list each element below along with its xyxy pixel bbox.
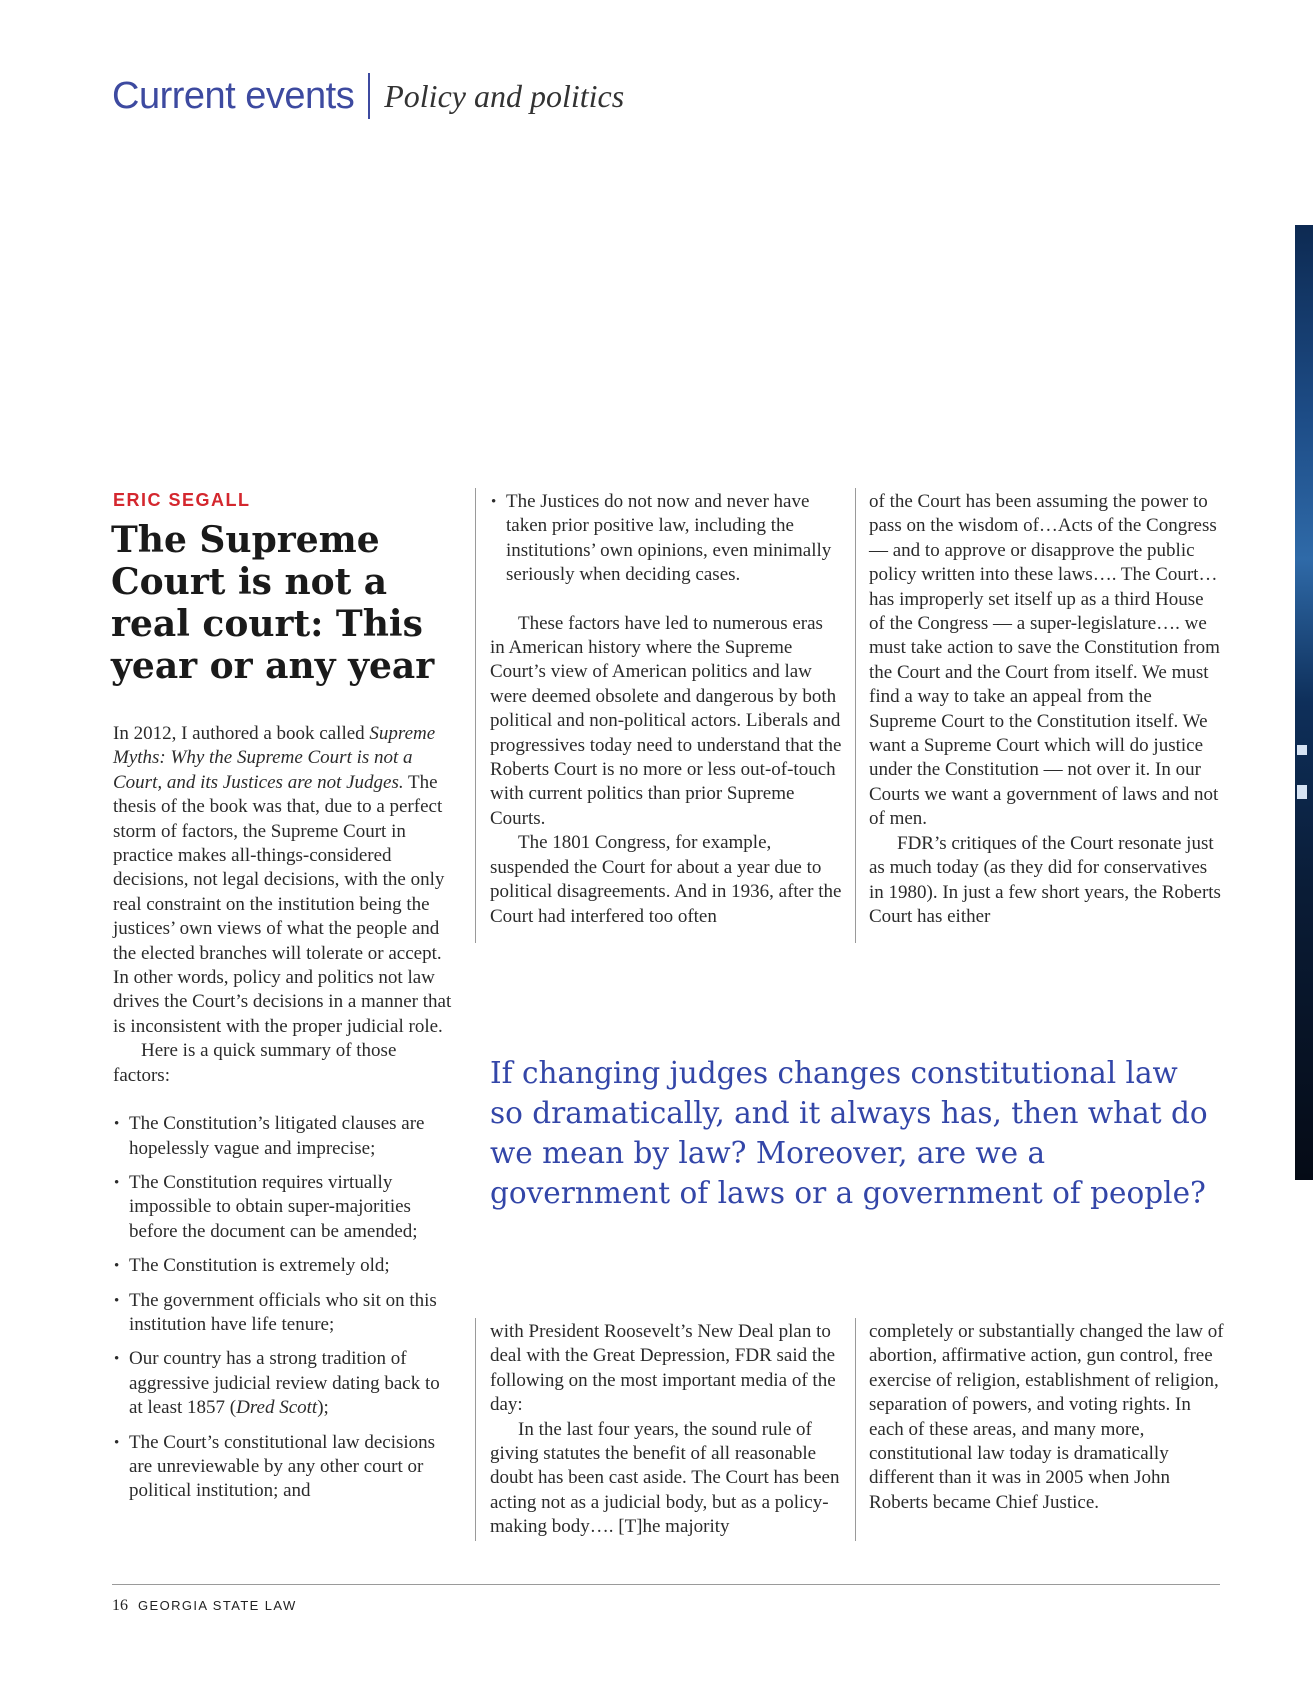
list-item: • The Justices do not now and never have taken prior positive law, including the institutions’ own opinions, even minimally seriously when deciding cases. bbox=[490, 490, 842, 588]
subsection-title: Policy and politics bbox=[384, 77, 625, 114]
column-rule bbox=[475, 1318, 476, 1541]
paragraph: The 1801 Congress, for example, suspended the Court for about a year due to political disagreements. And in 1936, after the Court had interfered too often bbox=[490, 832, 842, 927]
column-3-bottom bbox=[869, 1320, 1224, 1515]
list-item: • The government officials who sit on this institution have life tenure; bbox=[113, 1289, 458, 1338]
page-number: 16 bbox=[112, 1597, 128, 1614]
list-item: • The Court’s constitutional law decisions are unreviewable by any other court or political institution; and bbox=[113, 1431, 458, 1504]
photo-detail bbox=[1297, 745, 1307, 755]
header-divider bbox=[368, 73, 370, 119]
quotation: of the Court has been assuming the power to pass on the wisdom of…Acts of the Congress — and to approve or disapprove the public policy written into these laws…. The Court…has improperly set itself up as a third House of the Congress — a super-legislature…. we must take action to save the Constitution from the Court and the Court from itself. We must find a way to take an appeal from the Supreme Court to the Constitution itself. We want a Supreme Court which will do justice under the Constitution — not over it. In our Courts we want a government of laws and not of men. bbox=[869, 491, 1220, 830]
section-header bbox=[112, 66, 624, 126]
case-name: Dred Scott bbox=[236, 1397, 318, 1419]
article-title: The Supreme Court is not a real court: This year or any year bbox=[111, 519, 435, 687]
book-title: Supreme Myths: Why the Supreme Court is not a Court, and its Justices are not Judges. bbox=[113, 723, 436, 793]
factor-list-continued bbox=[490, 490, 842, 588]
list-item: • The Constitution is extremely old; bbox=[113, 1254, 458, 1278]
publication-name: GEORGIA STATE LAW bbox=[138, 1598, 297, 1613]
edge-photo bbox=[1295, 225, 1313, 1180]
paragraph: FDR’s critiques of the Court resonate just as much today (as they did for conservatives in 1980). In just a few short years, the Roberts Court has either bbox=[869, 832, 1221, 927]
list-item: • Our country has a strong tradition of aggressive judicial review dating back to at least 1857 (Dred Scott); bbox=[113, 1347, 458, 1420]
column-3-top bbox=[869, 490, 1224, 929]
pull-quote: If changing judges changes constitutional law so dramatically, and it always has, then what do we mean by law? Moreover, are we a government of laws or a government of people? bbox=[490, 1056, 1208, 1210]
photo-detail bbox=[1297, 785, 1307, 799]
list-item: • The Constitution’s litigated clauses are hopelessly vague and imprecise; bbox=[113, 1112, 458, 1161]
column-rule bbox=[855, 1318, 856, 1541]
paragraph: completely or substantially changed the law of abortion, affirmative action, gun control, free exercise of religion, establishment of religion, separation of powers, and voting rights. In each of these areas, and many more, constitutional law today is dramatically different than it was in 2005 when John Roberts became Chief Justice. bbox=[869, 1321, 1224, 1513]
list-item: • The Constitution requires virtually impossible to obtain super-majorities before the document can be amended; bbox=[113, 1171, 458, 1244]
column-2-bottom bbox=[490, 1320, 842, 1540]
author-byline: ERIC SEGALL bbox=[113, 490, 251, 510]
column-1 bbox=[113, 722, 458, 1514]
section-title: Current events bbox=[112, 74, 355, 117]
paragraph: Here is a quick summary of those factors: bbox=[113, 1040, 397, 1086]
paragraph: In 2012, I authored a book called Supreme Myths: Why the Supreme Court is not a Court, and its Justices are not Judges. The thesis of the book was that, due to a perfect storm of factors, the Supreme Court in practice makes all-things-considered decisions, not legal decisions, with the only real constraint on the institution being the justices’ own views of what the people and the elected branches will tolerate or accept. In other words, policy and politics not law drives the Court’s decisions in a manner that is inconsistent with the proper judicial role. bbox=[113, 723, 452, 1037]
column-rule bbox=[475, 488, 476, 943]
paragraph: These factors have led to numerous eras in American history where the Supreme Court’s view of American politics and law were deemed obsolete and dangerous by both political and non-political actors. Liberals and progressives today need to understand that the Roberts Court is no more or less out-of-touch with current politics than prior Supreme Courts. bbox=[490, 612, 842, 829]
page-footer bbox=[112, 1597, 297, 1615]
factor-list bbox=[113, 1112, 458, 1504]
column-2-top bbox=[490, 490, 842, 929]
footer-rule bbox=[112, 1584, 1220, 1585]
quotation: In the last four years, the sound rule of giving statutes the benefit of all reasonable doubt has been cast aside. The Court has been acting not as a judicial body, but as a policy-making body…. [T]he majority bbox=[490, 1418, 840, 1538]
column-rule bbox=[855, 488, 856, 943]
paragraph: with President Roosevelt’s New Deal plan to deal with the Great Depression, FDR said the following on the most important media of the day: bbox=[490, 1321, 836, 1416]
